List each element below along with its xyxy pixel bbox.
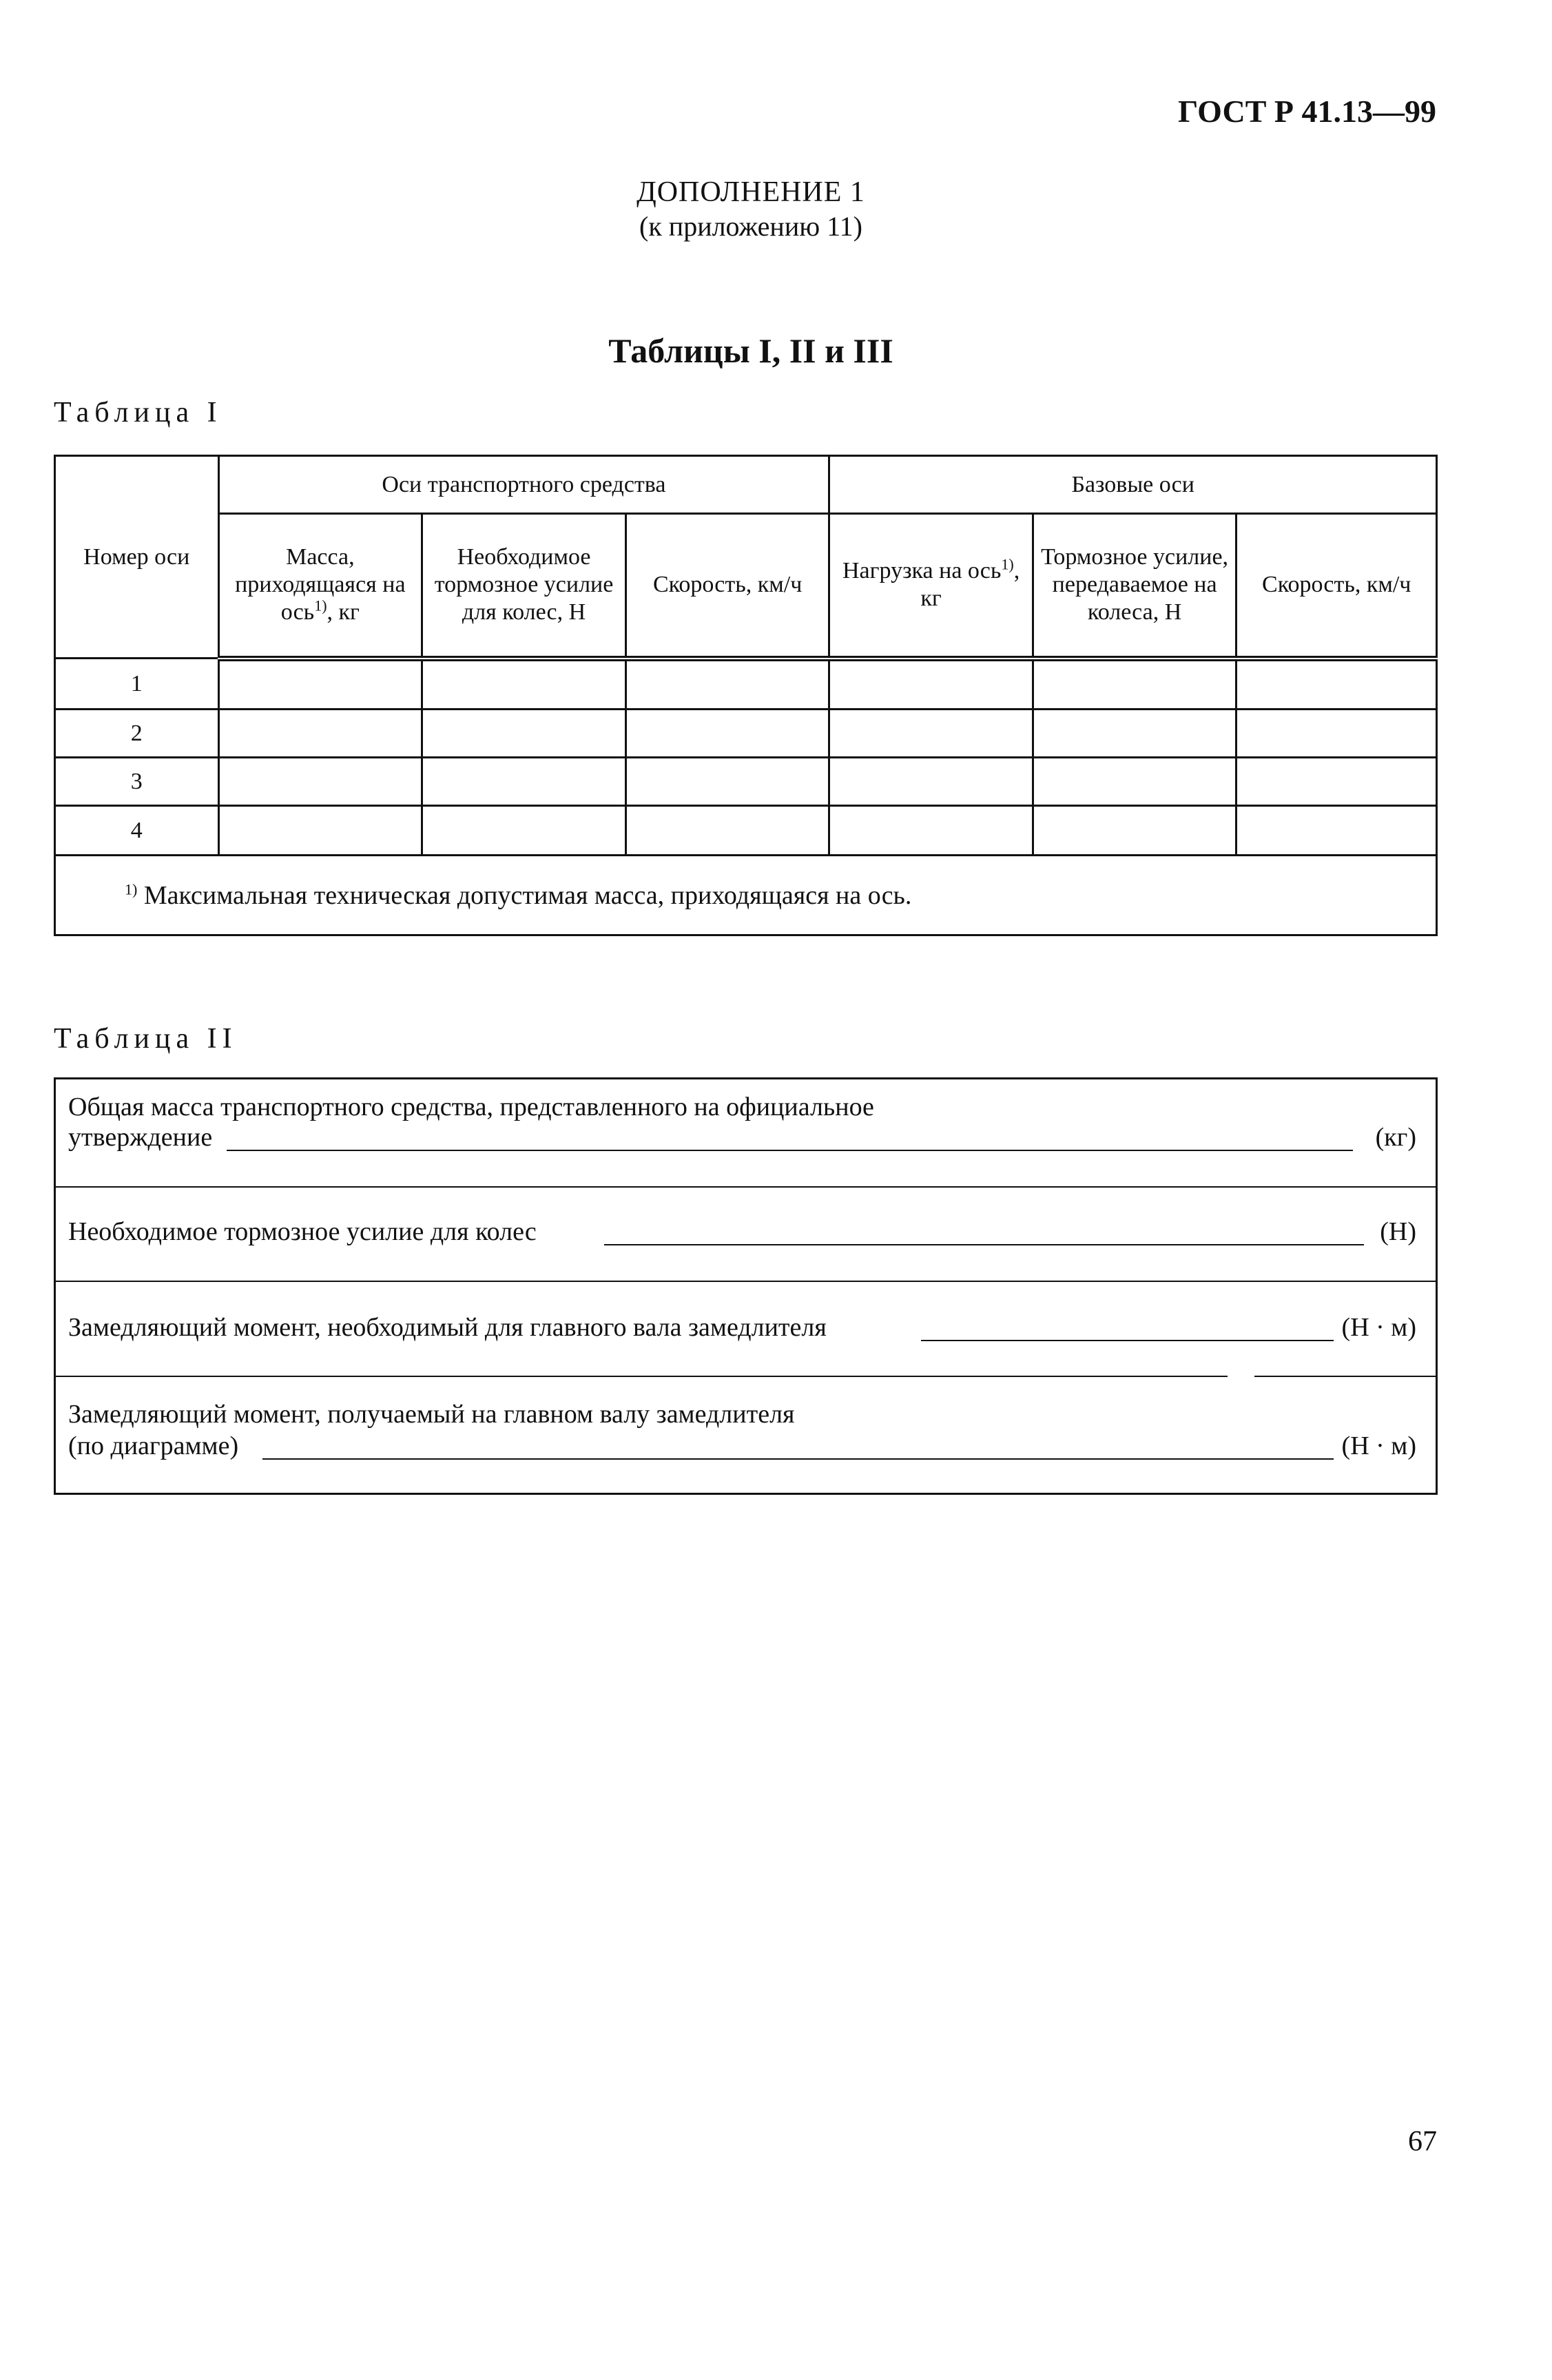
data-cell — [218, 710, 422, 758]
axle-number-cell: 2 — [55, 710, 219, 758]
header-vehicle-speed: Скорость, км/ч — [625, 514, 829, 659]
header-required-braking-force: Необходимое тормозное усилие для колес, Н — [422, 514, 626, 659]
table1 — [54, 455, 1438, 936]
data-cell — [1237, 710, 1437, 758]
required-torque-unit: (Н · м) — [1341, 1313, 1416, 1342]
data-cell — [625, 659, 829, 710]
obtained-torque-label: Замедляющий момент, получаемый на главном валу замедлителя — [68, 1400, 795, 1429]
header-axle-number: Номер оси — [55, 456, 219, 659]
data-cell — [1033, 710, 1237, 758]
table1-label: Таблица I — [54, 397, 223, 428]
data-cell — [625, 806, 829, 856]
axle-number-cell: 3 — [55, 758, 219, 806]
data-cell — [1237, 659, 1437, 710]
data-cell — [829, 710, 1033, 758]
required-torque-label: Замедляющий момент, необходимый для главного вала замедлителя — [68, 1313, 827, 1342]
data-cell — [218, 806, 422, 856]
obtained-torque-fill-line — [262, 1434, 1334, 1460]
data-cell — [422, 806, 626, 856]
total-mass-unit: (кг) — [1375, 1123, 1416, 1152]
data-cell — [829, 659, 1033, 710]
header-mass-per-axle: Масса, приходящаяся на ось$^{1)}$, кг — [218, 514, 422, 659]
header-base-axles: Базовые оси — [829, 456, 1437, 514]
data-cell — [829, 758, 1033, 806]
data-cell — [829, 806, 1033, 856]
supplement-subtitle: (к приложению 11) — [639, 211, 862, 242]
table1-footnote: $^{1)}$ Максимальная техническая допустимая масса, приходящаяся на ось. — [55, 856, 1437, 935]
header-axle-load: Нагрузка на ось$^{1)}$, кг — [829, 514, 1033, 659]
data-cell — [422, 659, 626, 710]
table2-row-obtained-torque — [56, 1377, 1436, 1493]
data-cell — [1033, 659, 1237, 710]
data-cell — [422, 758, 626, 806]
data-cell — [218, 758, 422, 806]
braking-force-fill-line — [604, 1219, 1364, 1245]
required-torque-fill-line — [921, 1315, 1334, 1341]
table-row — [55, 710, 1437, 758]
total-mass-label-cont: утверждение — [68, 1123, 213, 1152]
table-row — [55, 758, 1437, 806]
data-cell — [625, 758, 829, 806]
page-number: 67 — [1408, 2126, 1437, 2157]
data-cell — [625, 710, 829, 758]
data-cell — [218, 659, 422, 710]
table2-label: Таблица II — [54, 1023, 238, 1055]
table2-row-total-mass — [56, 1079, 1436, 1186]
table2 — [54, 1077, 1438, 1495]
data-cell — [1033, 758, 1237, 806]
header-base-speed: Скорость, км/ч — [1237, 514, 1437, 659]
data-cell — [1237, 806, 1437, 856]
total-mass-fill-line — [227, 1125, 1353, 1151]
header-vehicle-axles: Оси транспортного средства — [218, 456, 829, 514]
table-row — [55, 659, 1437, 710]
table-row — [55, 806, 1437, 856]
axle-number-cell: 1 — [55, 659, 219, 710]
data-cell — [422, 710, 626, 758]
supplement-title: ДОПОЛНЕНИЕ 1 — [637, 176, 865, 208]
axle-number-cell: 4 — [55, 806, 219, 856]
obtained-torque-label-cont: (по диаграмме) — [68, 1431, 239, 1460]
table2-row-required-torque — [56, 1282, 1436, 1376]
total-mass-label: Общая масса транспортного средства, представленного на официальное — [68, 1093, 874, 1121]
braking-force-unit: (Н) — [1380, 1217, 1416, 1246]
obtained-torque-unit: (Н · м) — [1341, 1431, 1416, 1460]
main-title: Таблицы I, II и III — [608, 331, 893, 370]
braking-force-label: Необходимое тормозное усилие для колес — [68, 1217, 537, 1246]
standard-code: ГОСТ Р 41.13—99 — [1178, 94, 1436, 129]
data-cell — [1237, 758, 1437, 806]
data-cell — [1033, 806, 1237, 856]
header-transmitted-braking-force: Тормозное усилие, передаваемое на колеса, Н — [1033, 514, 1237, 659]
table2-row-braking-force — [56, 1188, 1436, 1281]
